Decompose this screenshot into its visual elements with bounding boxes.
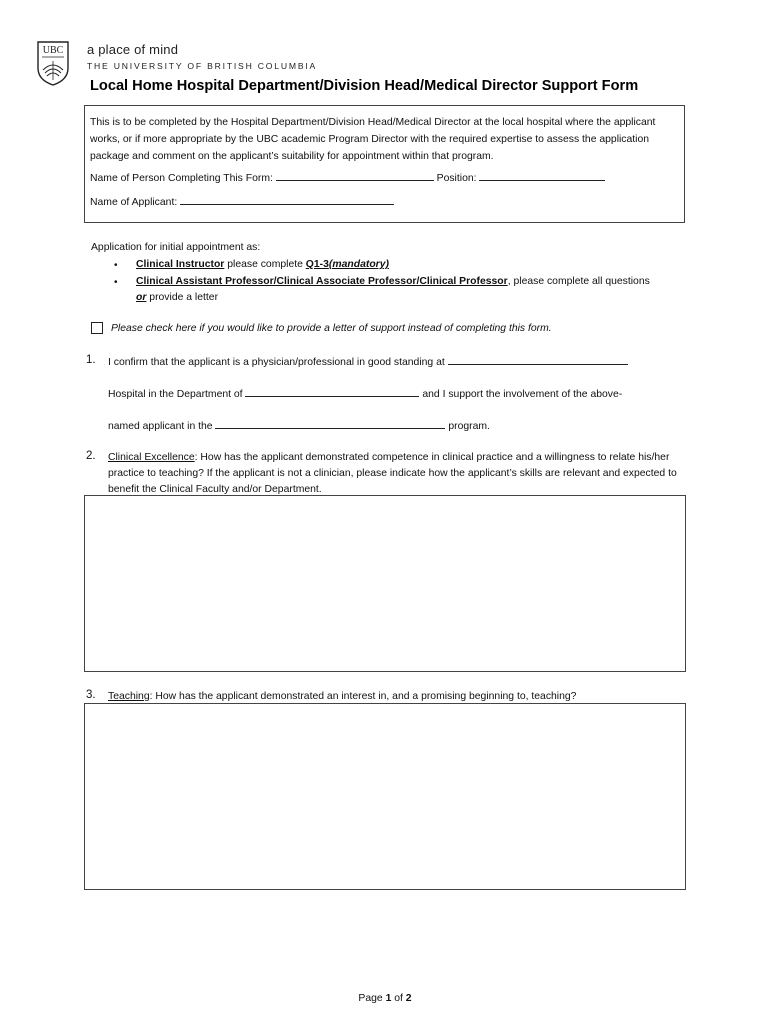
bullet-dot: • xyxy=(114,277,118,288)
q3-number: 3. xyxy=(86,689,96,701)
letter-checkbox[interactable] xyxy=(91,322,103,334)
role-clinical-instructor: Clinical Instructor xyxy=(136,259,225,270)
letter-checkbox-label: Please check here if you would like to provide a letter of support instead of completing this form. xyxy=(111,323,552,334)
q2-number: 2. xyxy=(86,450,96,462)
mandatory-label: (mandatory) xyxy=(328,259,389,270)
position-field[interactable] xyxy=(479,171,605,181)
applicant-line xyxy=(90,195,394,208)
q3-heading: Teaching xyxy=(108,691,150,702)
q3-answer-box[interactable] xyxy=(84,703,686,890)
tagline: a place of mind xyxy=(87,42,179,57)
completer-line xyxy=(90,171,605,184)
name-applicant-field[interactable] xyxy=(180,195,394,205)
bullet-dot: • xyxy=(114,260,118,271)
application-label: Application for initial appointment as: xyxy=(91,242,261,253)
q1-number: 1. xyxy=(86,354,96,366)
bullet-professor: Clinical Assistant Professor/Clinical Associate Professor/Clinical Professor, please complete all questions xyxy=(136,276,650,287)
bullet-professor-cont: or provide a letter xyxy=(136,292,219,303)
name-completing-field[interactable] xyxy=(276,171,434,181)
bullet-clinical-instructor: Clinical Instructor please complete Q1-3(mandatory) xyxy=(136,259,389,270)
ubc-logo xyxy=(36,40,70,86)
q1-line3: named applicant in the program. xyxy=(108,421,490,432)
name-applicant-label: Name of Applicant: xyxy=(90,197,178,208)
role-professor: Clinical Assistant Professor/Clinical Associate Professor/Clinical Professor xyxy=(136,276,508,287)
q-range: Q1-3 xyxy=(305,259,329,270)
q1-line1: I confirm that the applicant is a physician/professional in good standing at xyxy=(108,355,628,368)
q2-answer-box[interactable] xyxy=(84,495,686,672)
position-label: Position: xyxy=(436,173,477,184)
form-title: Local Home Hospital Department/Division Head/Medical Director Support Form xyxy=(90,78,639,94)
q1-hospital-field[interactable] xyxy=(448,355,628,365)
or-label: or xyxy=(136,292,147,303)
university-name: THE UNIVERSITY OF BRITISH COLUMBIA xyxy=(87,61,318,71)
intro-text: This is to be completed by the Hospital Department/Division Head/Medical Director at the local hospital where the applicant works, or if more appropriate by the UBC academic Program Director with the required expertise to assess the application package and comment on the applicant’s suitability for appointment within that program. xyxy=(90,117,656,162)
page-number: Page 1 of 2 xyxy=(358,993,412,1004)
q1-line2: Hospital in the Department of and I support the involvement of the above- xyxy=(108,389,623,400)
q2-heading: Clinical Excellence xyxy=(108,452,195,463)
q1-department-field[interactable] xyxy=(245,387,419,397)
q3-question: Teaching: How has the applicant demonstrated an interest in, and a promising beginning to, teaching? xyxy=(108,691,577,702)
q2-question: Clinical Excellence: How has the applicant demonstrated competence in clinical practice and a willingness to relate his/her practice to teaching? If the applicant is not a clinician, please indicate how the applicant’s skills are relevant and expected to benefit the Clinical Faculty and/or Department. xyxy=(108,452,677,495)
logo-text: UBC xyxy=(42,45,64,56)
q1-program-field[interactable] xyxy=(215,419,445,429)
name-completing-label: Name of Person Completing This Form: xyxy=(90,173,273,184)
